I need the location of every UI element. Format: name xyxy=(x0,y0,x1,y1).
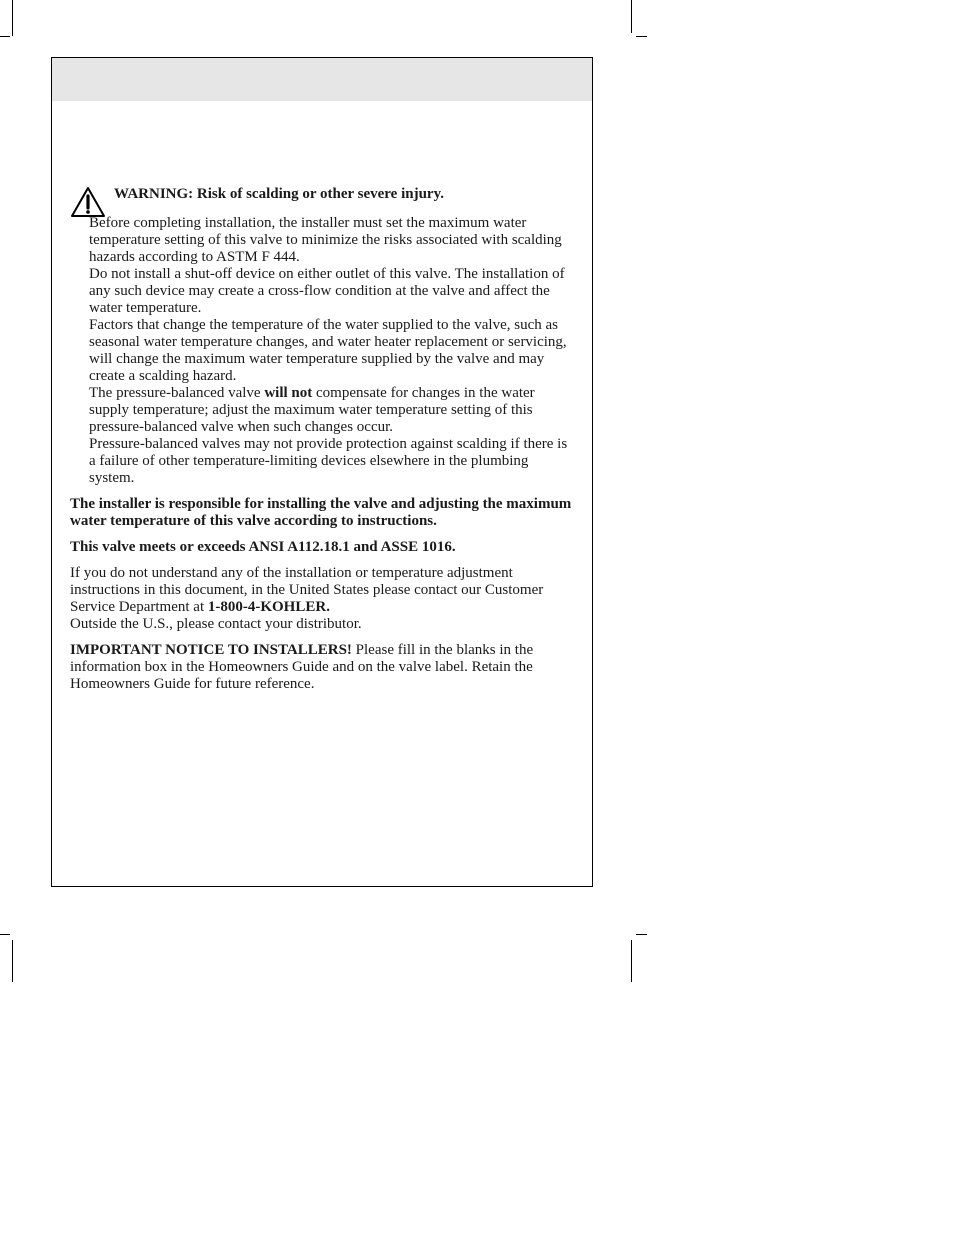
document-frame xyxy=(51,57,593,887)
warning-triangle-icon xyxy=(70,186,106,218)
warning-paragraph: Factors that change the temperature of the water supplied to the valve, such as seasonal water temperature changes, and water heater replacement or servicing, will change the maximum water temperature supplied by the valve and may create a scalding hazard. xyxy=(89,317,567,384)
standards-statement: This valve meets or exceeds ANSI A112.18.1 and ASSE 1016. xyxy=(70,539,456,555)
warning-paragraph: Before completing installation, the installer must set the maximum water temperature setting of this valve to minimize the risks associated with scalding hazards according to ASTM F 444. xyxy=(89,215,562,265)
crop-mark xyxy=(631,0,632,33)
crop-mark xyxy=(636,36,647,37)
crop-mark xyxy=(12,940,13,982)
header-band xyxy=(52,58,592,101)
warning-title: WARNING: Risk of scalding or other severe injury. xyxy=(114,186,444,202)
warning-heading xyxy=(70,185,573,215)
responsibility-statement: The installer is responsible for installing the valve and adjusting the maximum water temperature of this valve according to instructions. xyxy=(70,496,572,529)
crop-mark xyxy=(0,934,10,935)
phone-number: 1-800-4-KOHLER. xyxy=(207,599,330,615)
crop-mark xyxy=(12,0,13,36)
crop-mark xyxy=(0,36,10,37)
warning-paragraph: The pressure-balanced valve will not compensate for changes in the water supply temperature; adjust the maximum water temperature setting of this pressure-balanced valve when such changes occur. xyxy=(89,385,535,435)
document-content xyxy=(70,185,573,693)
crop-mark xyxy=(631,940,632,982)
crop-mark xyxy=(636,934,647,935)
installer-notice: IMPORTANT NOTICE TO INSTALLERS! Please fill in the blanks in the information box in the Homeowners Guide and on the valve label. Retain the Homeowners Guide for future reference. xyxy=(70,642,534,692)
warning-body xyxy=(89,215,573,487)
warning-paragraph: Pressure-balanced valves may not provide protection against scalding if there is a failure of other temperature-limiting devices elsewhere in the plumbing system. xyxy=(89,436,568,486)
warning-paragraph: Do not install a shut-off device on either outlet of this valve. The installation of any such device may create a cross-flow condition at the valve and affect the water temperature. xyxy=(89,266,565,316)
contact-paragraph: If you do not understand any of the installation or temperature adjustment instructions in this document, in the United States please contact our Customer Service Department at 1-800-4-KOHLER. Outside the U.S., please contact your distributor. xyxy=(70,565,544,632)
